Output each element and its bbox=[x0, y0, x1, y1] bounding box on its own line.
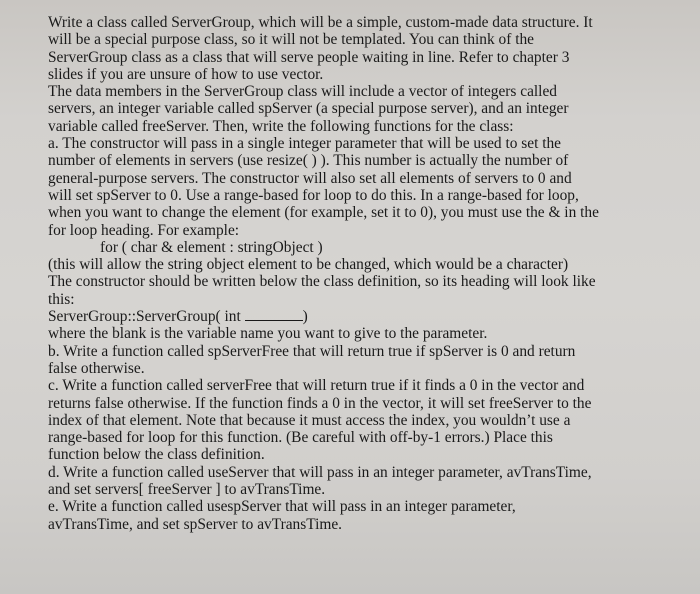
constructor-heading-line bbox=[48, 308, 660, 325]
parameter-blank bbox=[245, 308, 303, 321]
text-line: servers, an integer variable called spServer (a special purpose server), and an integer bbox=[48, 100, 569, 118]
text-line: e. Write a function called usespServer that will pass in an integer parameter, bbox=[48, 498, 516, 516]
text-line: ServerGroup class as a class that will serve people waiting in line. Refer to chapter 3 bbox=[48, 48, 570, 66]
text-line: false otherwise. bbox=[48, 359, 145, 377]
text-line: Write a class called ServerGroup, which will be a simple, custom-made data structure. It bbox=[48, 14, 593, 31]
text-line: for loop heading. For example: bbox=[48, 221, 240, 239]
text-line: function below the class definition. bbox=[48, 446, 265, 464]
text-line: this: bbox=[48, 290, 75, 308]
text-line: will set spServer to 0. Use a range-based for loop to do this. In a range-based for loop, bbox=[48, 186, 579, 204]
text-line: when you want to change the element (for example, set it to 0), you must use the & in the bbox=[48, 204, 599, 222]
text-line: (this will allow the string object element to be changed, which would be a character) bbox=[48, 256, 569, 274]
constructor-heading-end: ) bbox=[302, 308, 308, 326]
text-line: variable called freeServer. Then, write the following functions for the class: bbox=[48, 117, 514, 135]
text-line: index of that element. Note that because it must access the index, you wouldn’t use a bbox=[48, 411, 571, 429]
text-line: and set servers[ freeServer ] to avTransTime. bbox=[48, 481, 326, 499]
text-line: d. Write a function called useServer that will pass in an integer parameter, avTransTime, bbox=[48, 463, 592, 481]
text-line: slides if you are unsure of how to use vector. bbox=[48, 65, 324, 83]
text-line: avTransTime, and set spServer to avTransTime. bbox=[48, 515, 343, 533]
constructor-heading-start: ServerGroup::ServerGroup( int bbox=[48, 308, 241, 326]
text-line: will be a special purpose class, so it will not be templated. You can think of the bbox=[48, 31, 534, 49]
text-line: number of elements in servers (use resize( ) ). This number is actually the number of bbox=[48, 152, 569, 170]
text-line: returns false otherwise. If the function finds a 0 in the vector, it will set freeServer to the bbox=[48, 394, 592, 412]
text-line: where the blank is the variable name you want to give to the parameter. bbox=[48, 325, 488, 343]
text-line: range-based for loop for this function. (Be careful with off-by-1 errors.) Place this bbox=[48, 429, 553, 447]
text-line: a. The constructor will pass in a single integer parameter that will be used to set the bbox=[48, 135, 562, 153]
text-line: The constructor should be written below the class definition, so its heading will look like bbox=[48, 273, 596, 291]
text-line: c. Write a function called serverFree that will return true if it finds a 0 in the vector and bbox=[48, 377, 585, 395]
text-line: The data members in the ServerGroup class will include a vector of integers called bbox=[48, 83, 557, 101]
text-line: general-purpose servers. The constructor will also set all elements of servers to 0 and bbox=[48, 169, 572, 187]
text-line: b. Write a function called spServerFree that will return true if spServer is 0 and return bbox=[48, 342, 576, 360]
code-example-line: for ( char & element : stringObject ) bbox=[100, 238, 323, 256]
